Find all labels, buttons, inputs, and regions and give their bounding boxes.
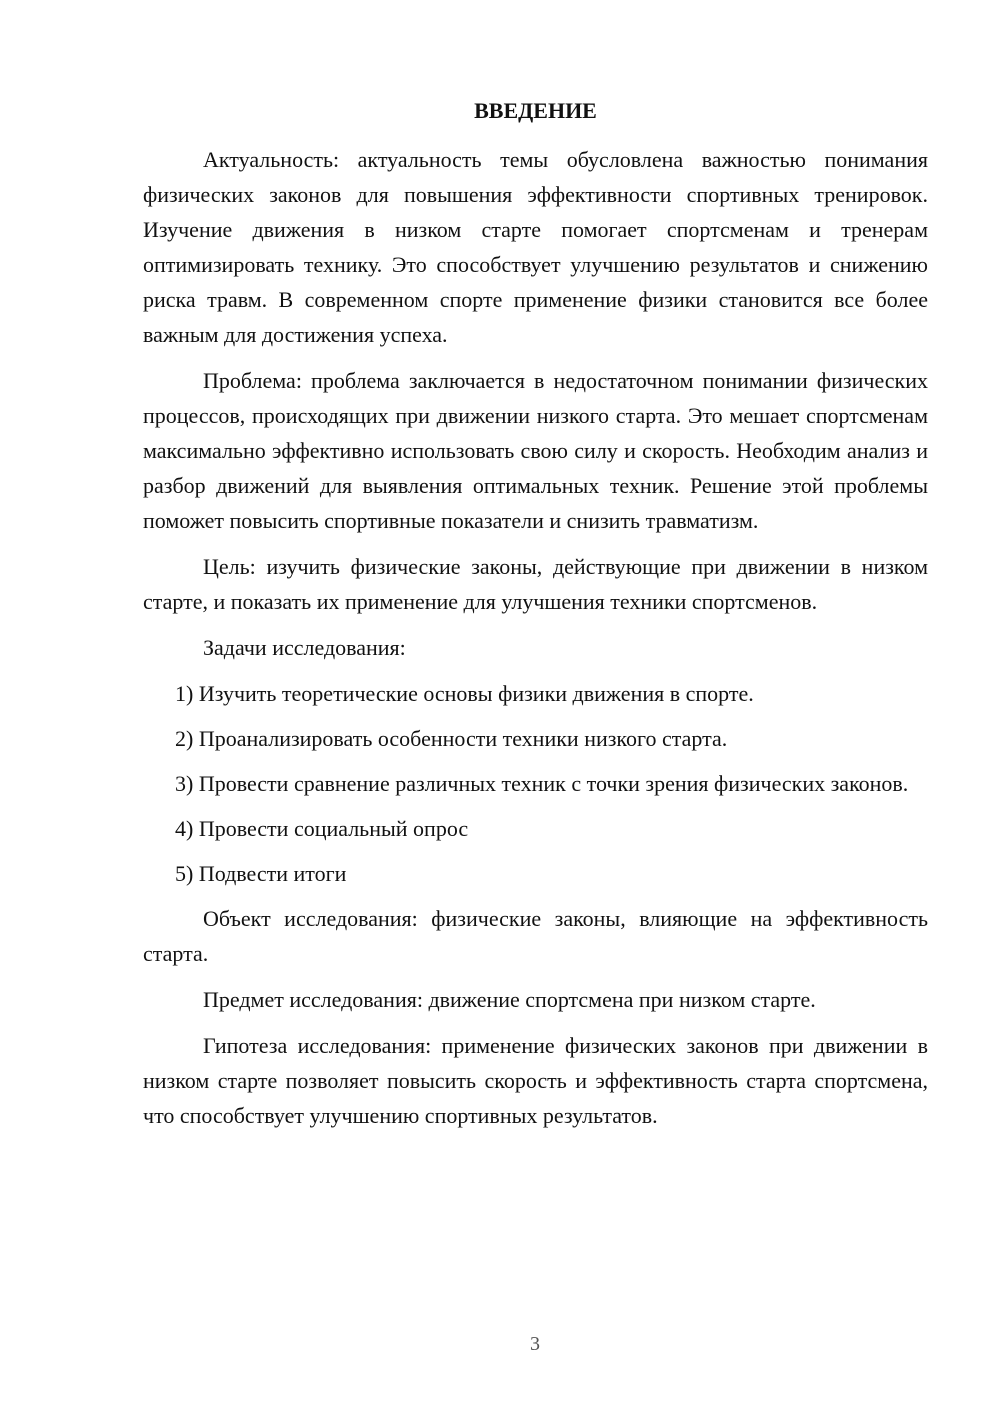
task-item-1: 1) Изучить теоретические основы физики движения в спорте.	[175, 681, 754, 706]
tasks-heading: Задачи исследования:	[203, 635, 406, 660]
page-number: 3	[530, 1333, 540, 1355]
paragraph-object: Объект исследования: физические законы, влияющие на эффективность старта.	[143, 906, 928, 966]
paragraph-problem: Проблема: проблема заключается в недостаточном понимании физических процессов, происходящих при движении низкого старта. Это мешает спортсменам максимально эффективно использовать свою силу и скорость. Необходим анализ и разбор движений для выявления оптимальных техник. Решение этой проблемы поможет повысить спортивные показатели и снизить травматизм.	[143, 368, 928, 533]
paragraph-goal: Цель: изучить физические законы, действующие при движении в низком старте, и показать их применение для улучшения техники спортсменов.	[143, 554, 928, 614]
paragraph-subject: Предмет исследования: движение спортсмена при низком старте.	[203, 987, 816, 1012]
task-item-5: 5) Подвести итоги	[175, 861, 347, 886]
document-body	[143, 96, 928, 1144]
paragraph-hypothesis: Гипотеза исследования: применение физических законов при движении в низком старте позволяет повысить скорость и эффективность старта спортсмена, что способствует улучшению спортивных результатов.	[143, 1033, 928, 1128]
task-item-3: 3) Провести сравнение различных техник с точки зрения физических законов.	[175, 771, 909, 796]
task-item-4: 4) Провести социальный опрос	[175, 816, 469, 841]
task-item-2: 2) Проанализировать особенности техники низкого старта.	[175, 726, 728, 751]
page-title: ВВЕДЕНИЕ	[474, 98, 597, 123]
paragraph-relevance: Актуальность: актуальность темы обусловлена важностью понимания физических законов для повышения эффективности спортивных тренировок. Изучение движения в низком старте помогает спортсменам и тренерам оптимизировать технику. Это способствует улучшению результатов и снижению риска травм. В современном спорте применение физики становится все более важным для достижения успеха.	[143, 147, 928, 347]
